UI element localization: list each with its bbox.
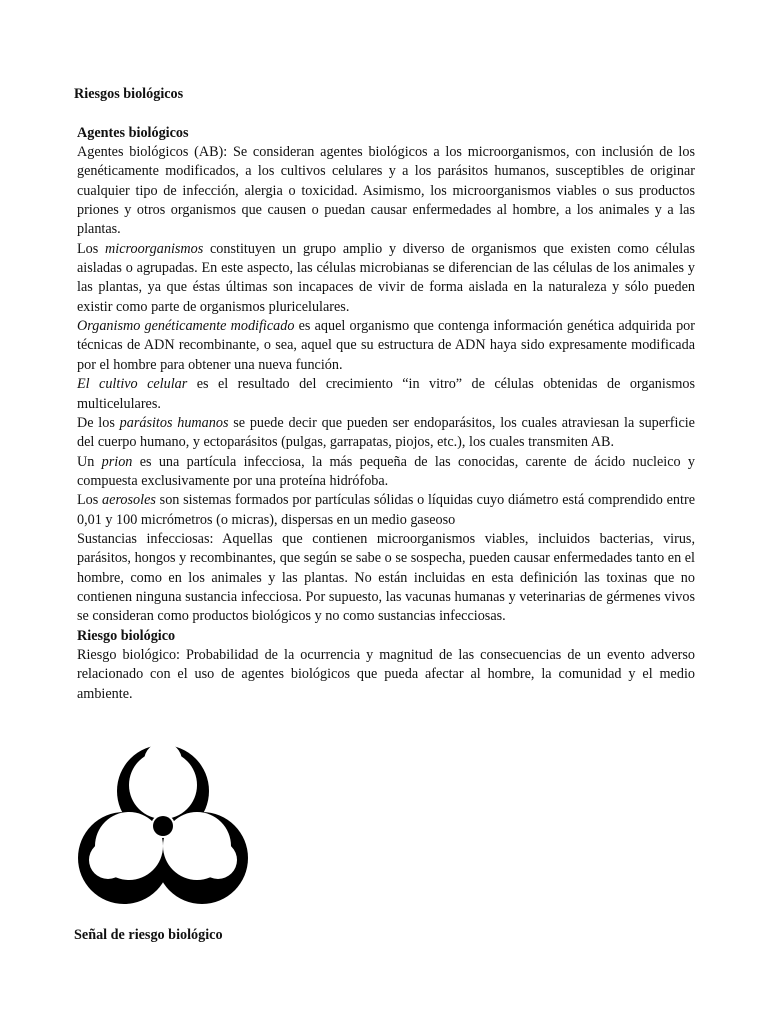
section-heading-riesgo: Riesgo biológico: [77, 627, 176, 644]
figure-caption: Señal de riesgo biológico: [74, 927, 223, 944]
term-ogm: Organismo genéticamente modificado: [77, 318, 295, 335]
text-pre: Los: [77, 240, 106, 257]
paragraph-sustancias-infecciosas: Sustancias infecciosas: Aquellas que contienen microorganismos viables, incluidos bacterias, virus, parásitos, hongos y recombinantes, que según se sabe o se sospecha, pueden causar enfermedades tanto en el hombre, como en los animales y las plantas. No están incluidas en esta definición las toxinas que no contienen ninguna sustancia infecciosa. Por supuesto, las vacunas humanas y veterinarias de gérmenes vivos se consideran como productos biológicos y no como sustancias infecciosas.: [77, 530, 695, 625]
document-body: [74, 85, 695, 704]
text-post: se puede decir que pueden ser endoparásitos, los cuales atraviesan la superficie del cuerpo humano, y ectoparásitos (pulgas, garrapatas, piojos, etc.), los cuales transmiten AB.: [77, 414, 695, 451]
term-prion: prion: [101, 453, 133, 470]
paragraph-parasitos: [74, 414, 695, 453]
term-parasitos-humanos: parásitos humanos: [119, 414, 229, 431]
paragraph-riesgo-definition: Riesgo biológico: Probabilidad de la ocurrencia y magnitud de las consecuencias de un evento adverso relacionado con el uso de agentes biológicos que pueda afectar al hombre, la comunidad y el medio ambiente.: [77, 646, 695, 702]
section-heading-agentes: Agentes biológicos: [77, 124, 189, 141]
text-post: es el resultado del crecimiento “in vitro” de células obtenidas de organismos multicelulares.: [77, 376, 695, 412]
term-cultivo-celular: El cultivo celular: [77, 376, 188, 393]
document-title: Riesgos biológicos: [74, 86, 184, 102]
paragraph-ogm: [74, 317, 695, 375]
paragraph-microorganismos: [74, 240, 695, 317]
paragraph-prion: [74, 453, 695, 492]
term-microorganismos: microorganismos: [105, 240, 204, 257]
paragraph-agentes-definition: Agentes biológicos (AB): Se consideran agentes biológicos a los microorganismos, con inclusión de los genéticamente modificados, a los cultivos celulares y a los parásitos humanos, susceptibles de originar cualquier tipo de infección, alergia o toxicidad. Asimismo, los microorganismos viables o sus productos priones y otros organismos que causen o puedan causar enfermedades al hombre, a los animales y a las plantas.: [77, 144, 695, 238]
text-post: es una partícula infecciosa, la más pequeña de las conocidas, carente de ácido nucleico y compuesta exclusivamente por una proteína hidrófoba.: [77, 453, 696, 489]
text-post: son sistemas formados por partículas sólidas o líquidas cuyo diámetro está comprendido entre 0,01 y 100 micrómetros (o micras), dispersas en un medio gaseoso: [77, 492, 695, 528]
biohazard-icon: [76, 744, 250, 914]
paragraph-aerosoles: [74, 491, 695, 530]
text-post: constituyen un grupo amplio y diverso de organismos que existen como células aisladas o agrupadas. En este aspecto, las células microbianas se diferencian de las células de los animales y las plantas, ya que éstas últimas son incapaces de vivir de forma aislada en la naturaleza y sólo pueden existir como parte de organismos pluricelulares.: [77, 240, 696, 315]
term-aerosoles: aerosoles: [102, 492, 156, 509]
text-post: es aquel organismo que contenga información genética adquirida por técnicas de ADN recombinante, o sea, aquel que su estructura de ADN haya sido expresamente modificada por el hombre para obtener una nueva función.: [77, 318, 695, 373]
text-pre: Los: [77, 492, 103, 509]
paragraph-cultivo: [74, 375, 695, 414]
text-pre: Un: [77, 453, 102, 470]
text-pre: De los: [77, 414, 120, 431]
